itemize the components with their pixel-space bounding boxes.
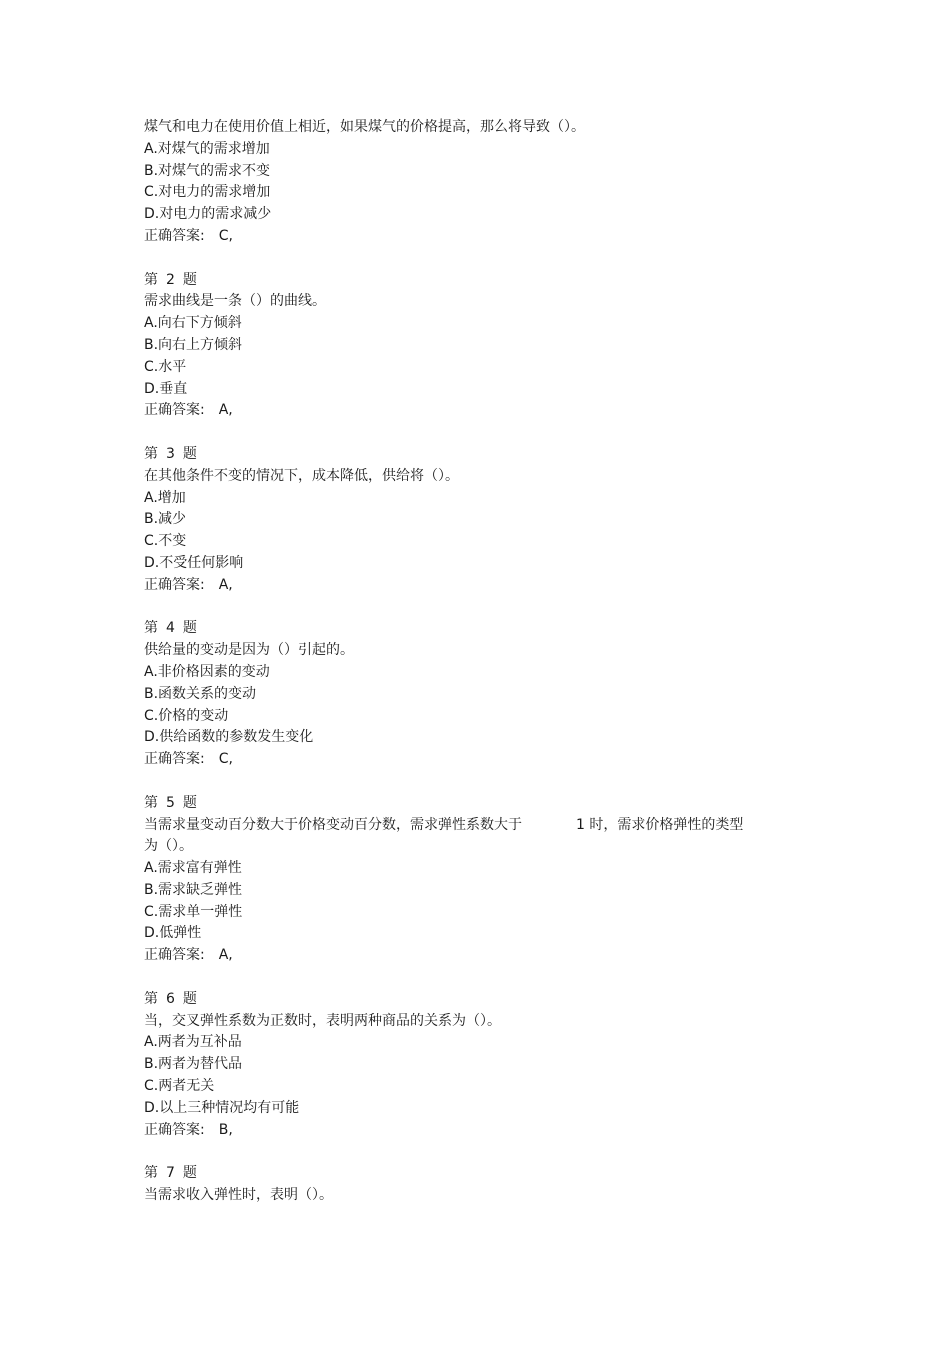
option-d: D.垂直 (144, 380, 188, 397)
option-d: D.以上三种情况均有可能 (144, 1099, 300, 1116)
option-d: D.供给函数的参数发生变化 (144, 729, 314, 746)
question-suffix: 题 (182, 271, 197, 288)
question-suffix: 题 (182, 990, 197, 1007)
question-stem: 当需求收入弹性时，表明（）。 (144, 1187, 333, 1204)
option-c: C.水平 (144, 358, 187, 375)
question-header (144, 270, 824, 292)
question-5 (144, 793, 824, 967)
question-header (144, 989, 824, 1011)
question-list (144, 117, 824, 1207)
question-3 (144, 444, 824, 597)
option-b: B.向右上方倾斜 (144, 336, 243, 353)
answer-label: 正确答案: (144, 402, 205, 419)
answer-value: B, (218, 1121, 233, 1138)
question-prefix: 第 (144, 445, 158, 462)
question-number: 2 (166, 271, 175, 288)
answer-line (144, 226, 824, 248)
question-stem-part2: 1 时，需求价格弹性的类型 (576, 816, 744, 833)
answer-value: A, (218, 947, 233, 964)
question-stem-line2: 为（）。 (144, 838, 193, 855)
option-a: A.两者为互补品 (144, 1034, 242, 1051)
answer-line (144, 945, 824, 967)
option-b: B.需求缺乏弹性 (144, 881, 243, 898)
question-stem: 在其他条件不变的情况下，成本降低，供给将（）。 (144, 467, 459, 484)
answer-value: C, (218, 751, 233, 768)
option-a: A.增加 (144, 489, 186, 506)
option-d: D.对电力的需求减少 (144, 206, 272, 223)
option-d: D.低弹性 (144, 925, 202, 942)
answer-value: C, (218, 227, 233, 244)
question-header (144, 793, 824, 815)
question-stem: 当，交叉弹性系数为正数时，表明两种商品的关系为（）。 (144, 1012, 501, 1029)
answer-label: 正确答案: (144, 1121, 205, 1138)
option-a: A.向右下方倾斜 (144, 315, 242, 332)
question-stem: 供给量的变动是因为（）引起的。 (144, 642, 354, 659)
question-stem (144, 815, 824, 837)
question-4 (144, 618, 824, 771)
option-b: B.减少 (144, 511, 187, 528)
answer-label: 正确答案: (144, 576, 205, 593)
question-number: 7 (166, 1165, 175, 1182)
answer-value: A, (218, 576, 233, 593)
option-a: A.需求富有弹性 (144, 860, 242, 877)
question-header (144, 444, 824, 466)
question-1 (144, 117, 824, 248)
option-a: A.对煤气的需求增加 (144, 140, 270, 157)
question-6 (144, 989, 824, 1142)
option-a: A.非价格因素的变动 (144, 663, 270, 680)
option-c: C.对电力的需求增加 (144, 184, 271, 201)
question-7 (144, 1163, 824, 1207)
question-suffix: 题 (182, 794, 197, 811)
question-prefix: 第 (144, 620, 158, 637)
question-suffix: 题 (182, 620, 197, 637)
question-number: 6 (166, 990, 175, 1007)
option-b: B.两者为替代品 (144, 1056, 243, 1073)
answer-label: 正确答案: (144, 947, 205, 964)
option-c: C.需求单一弹性 (144, 903, 243, 920)
option-b: B.函数关系的变动 (144, 685, 257, 702)
question-2 (144, 270, 824, 423)
question-stem: 需求曲线是一条（）的曲线。 (144, 293, 326, 310)
question-suffix: 题 (182, 445, 197, 462)
answer-line (144, 749, 824, 771)
question-suffix: 题 (182, 1165, 197, 1182)
answer-label: 正确答案: (144, 751, 205, 768)
option-c: C.两者无关 (144, 1078, 215, 1095)
answer-value: A, (218, 402, 233, 419)
option-c: C.价格的变动 (144, 707, 229, 724)
answer-label: 正确答案: (144, 227, 205, 244)
question-prefix: 第 (144, 794, 158, 811)
answer-line (144, 1120, 824, 1142)
question-header (144, 1163, 824, 1185)
option-c: C.不变 (144, 533, 187, 550)
answer-line (144, 575, 824, 597)
option-b: B.对煤气的需求不变 (144, 162, 271, 179)
answer-line (144, 400, 824, 422)
question-prefix: 第 (144, 271, 158, 288)
question-prefix: 第 (144, 990, 158, 1007)
question-number: 3 (166, 445, 175, 462)
question-stem-part1: 当需求量变动百分数大于价格变动百分数，需求弹性系数大于 (144, 816, 522, 833)
option-d: D.不受任何影响 (144, 554, 244, 571)
question-number: 5 (166, 794, 175, 811)
question-stem: 煤气和电力在使用价值上相近，如果煤气的价格提高，那么将导致（）。 (144, 119, 585, 135)
question-header (144, 618, 824, 640)
question-prefix: 第 (144, 1165, 158, 1182)
question-number: 4 (166, 620, 175, 637)
